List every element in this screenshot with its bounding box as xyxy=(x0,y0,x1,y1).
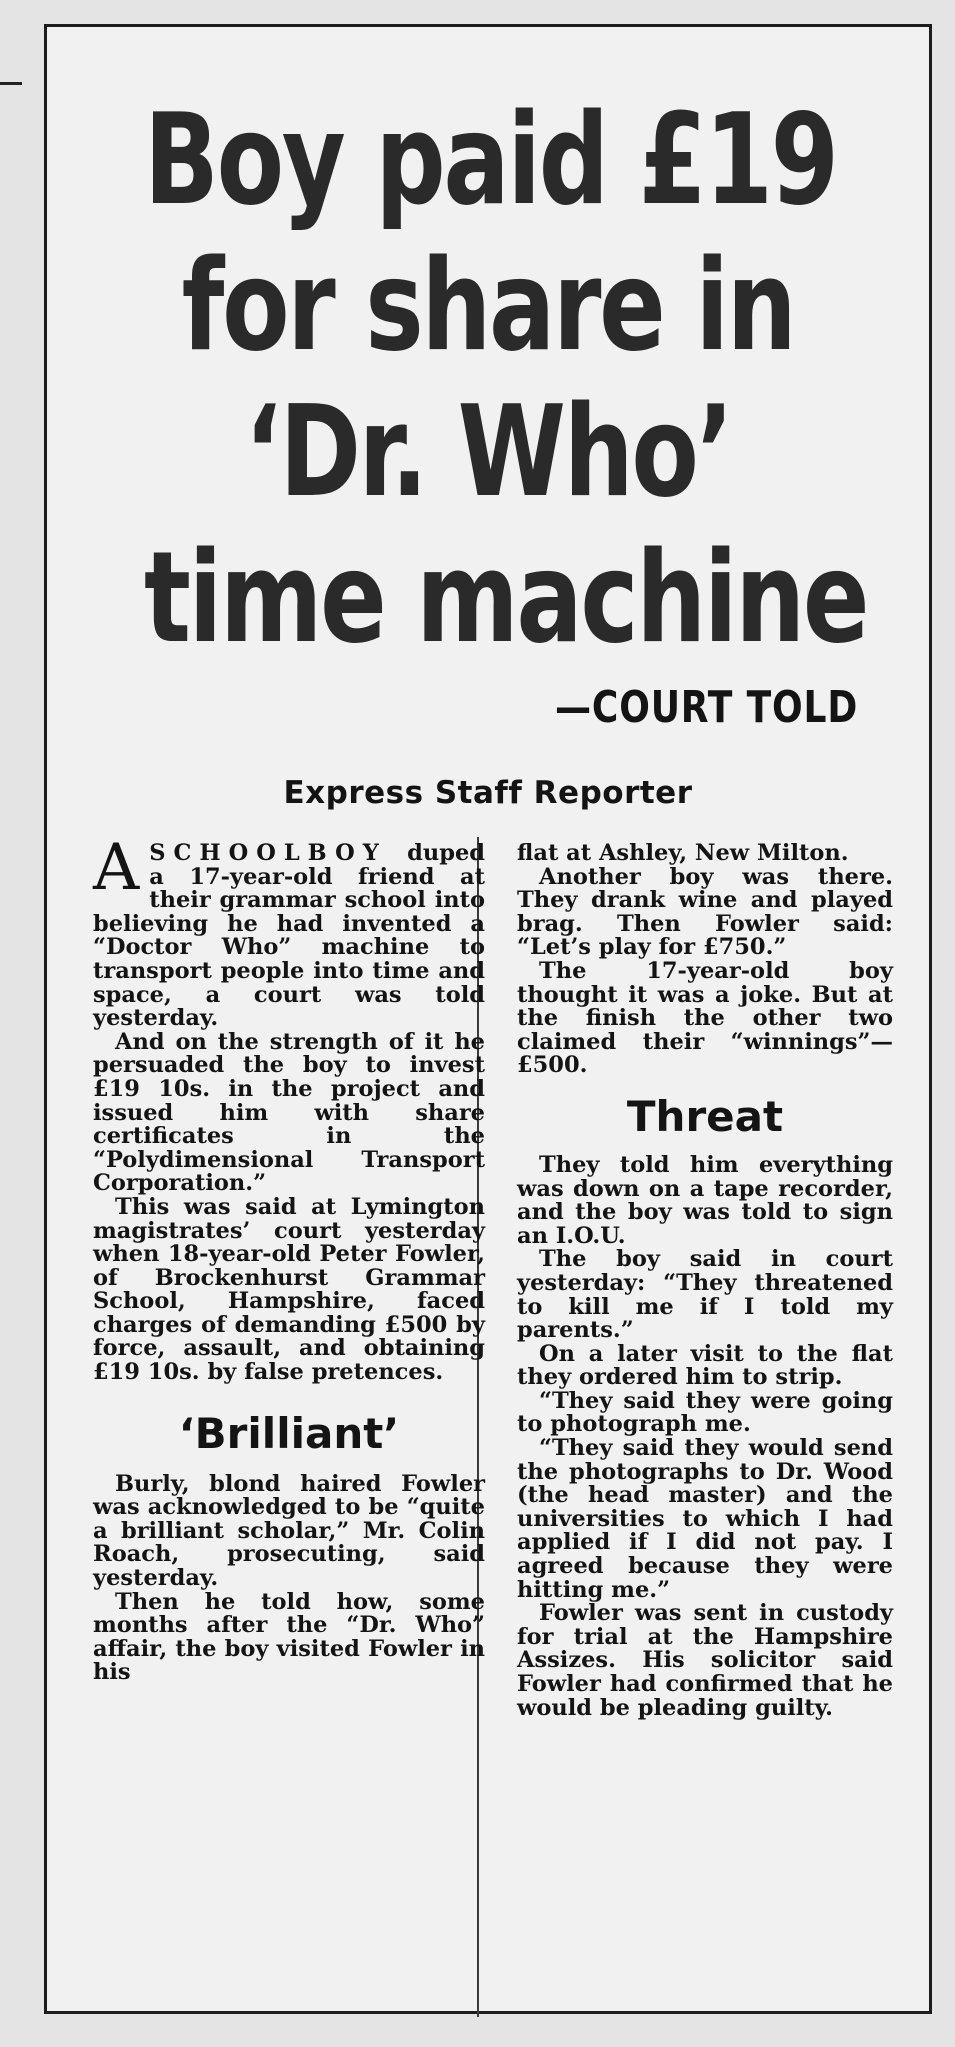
left-column xyxy=(93,831,485,1686)
headline-line-2: for share in xyxy=(181,232,795,379)
paragraph: Burly, blond haired Fowler was acknowledged to be “quite a brilliant scholar,” Mr. Colin Roach, prosecuting, said yesterday. xyxy=(93,1470,485,1592)
lead-text: duped a 17-year-old friend at their grammar school into believing he had invented a “Doctor Who” machine to transport people into time and space, a court was told yesterday. xyxy=(93,840,485,1032)
paragraph: Another boy was there. They drank wine and played brag. Then Fowler said: “Let’s play for £750.” xyxy=(517,863,893,961)
paragraph: Then he told how, some months after the “Dr. Who” affair, the boy visited Fowler in his xyxy=(93,1588,485,1686)
byline: Express Staff Reporter xyxy=(283,775,693,811)
drop-cap: A xyxy=(93,831,140,905)
paragraph: And on the strength of it he persuaded the boy to invest £19 10s. in the project and issued him with share certificates in the “Polydimensional Transport Corporation.” xyxy=(93,1028,485,1197)
subhead-brilliant: ‘Brilliant’ xyxy=(178,1408,400,1458)
continuation-text: flat at Ashley, New Milton. xyxy=(517,840,849,866)
kicker: —COURT TOLD xyxy=(555,682,859,733)
paragraph: “They said they would send the photographs to Dr. Wood (the head master) and the universities to which I had applied if I did not pay. I agreed because they were hitting me.” xyxy=(517,1435,893,1603)
headline-line-4: time machine xyxy=(144,524,868,671)
paragraph: This was said at Lymington magistrates’ court yesterday when 18-year-old Peter Fowler, of Brockenhurst Grammar School, Hampshire, faced charges of demanding £500 by force, assault, and obtaining £19 10s. by false pretences. xyxy=(93,1193,485,1386)
headline-line-3: ‘Dr. Who’ xyxy=(244,378,732,525)
lead-paragraph xyxy=(93,831,485,1032)
paragraph: The boy said in court yesterday: “They threatened to kill me if I told my parents.” xyxy=(517,1246,893,1344)
newspaper-clipping xyxy=(44,24,932,2014)
paragraph: The 17-year-old boy thought it was a joke. But at the finish the other two claimed their “winnings”—£500. xyxy=(517,957,893,1079)
headline xyxy=(47,87,929,671)
paragraph: “They said they were going to photograph me. xyxy=(517,1387,893,1438)
paragraph: On a later visit to the flat they ordered him to strip. xyxy=(517,1340,893,1391)
headline-line-1: Boy paid £19 xyxy=(144,86,837,233)
right-column xyxy=(517,842,893,1720)
paragraph: Fowler was sent in custody for trial at the Hampshire Assizes. His solicitor said Fowler had confirmed that he would be pleading guilty. xyxy=(517,1600,893,1721)
edge-tick-mark xyxy=(0,82,22,85)
subhead-threat: Threat xyxy=(626,1091,784,1141)
lead-word: SCHOOLBOY xyxy=(149,840,387,866)
paragraph: They told him everything was down on a tape recorder, and the boy was told to sign an I.O.U. xyxy=(517,1151,893,1249)
